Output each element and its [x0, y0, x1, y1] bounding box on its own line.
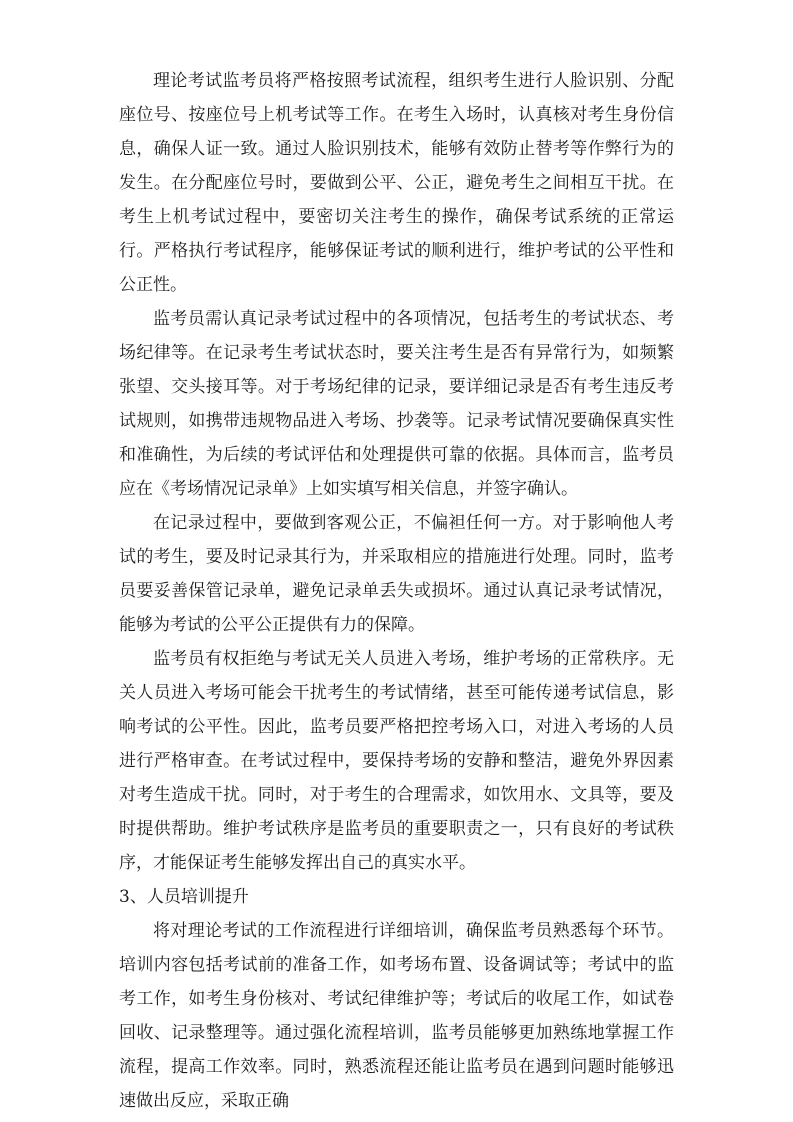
paragraph-objective-recording: 在记录过程中，要做到客观公正，不偏袒任何一方。对于影响他人考试的考生，要及时记录其行为，并采取相应的措施进行处理。同时，监考员要妥善保管记录单，避免记录单丢失或损坏。通过认真记录考试情况，能够为考试的公平公正提供有力的保障。 — [119, 513, 674, 635]
paragraph-exam-process: 理论考试监考员将严格按照考试流程，组织考生进行人脸识别、分配座位号、按座位号上机考试等工作。在考生入场时，认真核对考生身份信息，确保人证一致。通过人脸识别技术，能够有效防止替考等作弊行为的发生。在分配座位号时，要做到公平、公正，避免考生之间相互干扰。在考生上机考试过程中，要密切关注考生的操作，确保考试系统的正常运行。严格执行考试程序，能够保证考试的顺利进行，维护考试的公平性和公正性。 — [119, 71, 674, 295]
paragraph-exam-order: 监考员有权拒绝与考试无关人员进入考场，维护考场的正常秩序。无关人员进入考场可能会干扰考生的考试情绪，甚至可能传递考试信息，影响考试的公平性。因此，监考员要严格把控考场入口，对进入考场的人员进行严格审查。在考试过程中，要保持考场的安静和整洁，避免外界因素对考生造成干扰。同时，对于考生的合理需求，如饮用水、文具等，要及时提供帮助。维护考试秩序是监考员的重要职责之一，只有良好的考试秩序，才能保证考生能够发挥出自己的真实水平。 — [119, 649, 674, 873]
document-body — [119, 64, 674, 1118]
section-heading: 3、人员培训提升 — [119, 887, 249, 907]
paragraph-exam-recording: 监考员需认真记录考试过程中的各项情况，包括考生的考试状态、考场纪律等。在记录考生考试状态时，要关注考生是否有异常行为，如频繁张望、交头接耳等。对于考场纪律的记录，要详细记录是否有考生违反考试规则，如携带违规物品进入考场、抄袭等。记录考试情况要确保真实性和准确性，为后续的考试评估和处理提供可靠的依据。具体而言，监考员应在《考场情况记录单》上如实填写相关信息，并签字确认。 — [119, 309, 674, 499]
paragraph-training: 将对理论考试的工作流程进行详细培训，确保监考员熟悉每个环节。培训内容包括考试前的准备工作，如考场布置、设备调试等；考试中的监考工作，如考生身份核对、考试纪律维护等；考试后的收尾工作，如试卷回收、记录整理等。通过强化流程培训，监考员能够更加熟练地掌握工作流程，提高工作效率。同时，熟悉流程还能让监考员在遇到问题时能够迅速做出反应，采取正确 — [119, 921, 674, 1111]
